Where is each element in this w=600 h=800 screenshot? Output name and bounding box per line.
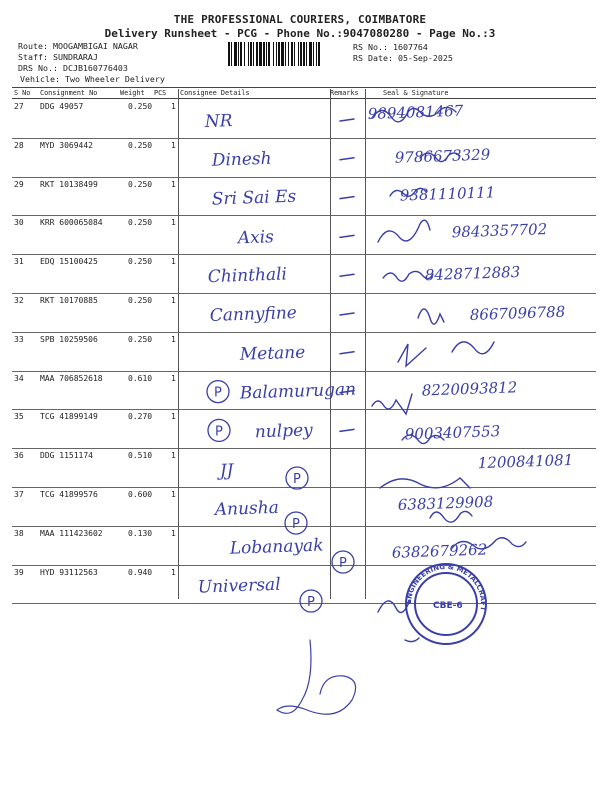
consignee-handwriting: Chinthali <box>207 264 288 288</box>
signature-phone: 9894081467 <box>367 101 464 123</box>
consignee-handwriting: Anusha <box>214 497 280 520</box>
consignee-handwriting: NR <box>204 111 233 132</box>
signature-phone: 8428712883 <box>424 262 521 285</box>
row-consignment-no: SPB 10259506 <box>40 334 98 344</box>
row-sno: 27 <box>14 102 24 111</box>
row-pcs: 1 <box>171 567 176 577</box>
company-stamp-text: ENGINEERING & METALCRAFT <box>404 562 488 612</box>
col-pcs: PCS <box>154 89 167 97</box>
row-pcs: 1 <box>171 334 176 344</box>
row-sno: 34 <box>14 373 24 383</box>
runsheet-subtitle: Delivery Runsheet - PCG - Phone No.:9047080280 - Page No.:3 <box>104 27 496 40</box>
consignee-handwriting: Metane <box>239 342 306 365</box>
consignee-handwriting: Dinesh <box>211 148 272 171</box>
row-pcs: 1 <box>171 451 176 461</box>
remarks-dash <box>340 197 354 199</box>
paid-mark-letter: P <box>307 595 315 610</box>
row-pcs: 1 <box>171 257 176 267</box>
row-weight: 0.250 <box>128 179 153 189</box>
row-pcs: 1 <box>171 218 176 228</box>
row-consignment-no: TCG 41899576 <box>40 490 98 499</box>
consignee-handwriting: Universal <box>197 574 281 598</box>
row-pcs: 1 <box>171 373 176 383</box>
signature-scribble <box>378 220 430 242</box>
remarks-dash <box>340 313 354 315</box>
col-signature: Seal & Signature <box>383 89 449 97</box>
row-weight: 0.250 <box>128 296 153 305</box>
rs-date: RS Date: 05-Sep-2025 <box>353 53 453 63</box>
row-sno: 35 <box>14 412 24 422</box>
col-weight: Weight <box>120 89 145 97</box>
signature-scribble <box>372 394 412 414</box>
signature-phone: 8220093812 <box>421 378 518 400</box>
consignee-handwriting: Lobanayak <box>229 535 324 559</box>
paid-mark-letter: P <box>293 472 301 487</box>
row-weight: 0.130 <box>128 528 153 538</box>
row-weight: 0.600 <box>128 490 153 499</box>
row-sno: 38 <box>14 528 24 538</box>
vehicle-label: Vehicle: Two Wheeler Delivery <box>20 74 165 84</box>
row-consignment-no: DDG 1151174 <box>40 451 93 461</box>
route-label: Route: MOOGAMBIGAI NAGAR <box>18 41 138 51</box>
signature-phone: 9843357702 <box>451 220 548 242</box>
signature-phone: 6382679262 <box>391 540 488 562</box>
row-sno: 29 <box>14 179 24 189</box>
row-pcs: 1 <box>171 140 176 150</box>
row-consignment-no: TCG 41899149 <box>40 412 98 422</box>
consignee-handwriting: nulpey <box>254 420 314 443</box>
consignee-handwriting: Axis <box>237 227 275 249</box>
drs-number: DRS No.: DCJB160776403 <box>18 63 128 73</box>
row-sno: 37 <box>14 490 24 499</box>
consignee-handwriting: Cannyfine <box>209 302 298 326</box>
row-sno: 36 <box>14 451 24 461</box>
row-sno: 39 <box>14 567 24 577</box>
signature-scribble <box>418 309 444 324</box>
row-weight: 0.250 <box>128 257 153 267</box>
consignee-handwriting: Balamurugan <box>239 379 357 404</box>
row-weight: 0.250 <box>128 218 153 228</box>
signature-phone: 9003407553 <box>404 422 501 444</box>
paid-mark-letter: P <box>215 424 223 440</box>
row-weight: 0.250 <box>128 140 153 150</box>
row-weight: 0.250 <box>128 102 153 111</box>
signature-phone: 6383129908 <box>397 492 494 514</box>
rs-number: RS No.: 1607764 <box>353 42 428 52</box>
signature-phone: 9786673329 <box>394 145 491 167</box>
col-sno: S No <box>14 89 31 97</box>
row-weight: 0.940 <box>128 567 153 577</box>
row-consignment-no: EDQ 15100425 <box>40 257 98 267</box>
company-stamp-center: CBE-6 <box>433 601 463 611</box>
staff-label: Staff: SUNDRARAJ <box>18 52 98 62</box>
row-consignment-no: RKT 10138499 <box>40 179 98 189</box>
row-weight: 0.250 <box>128 334 153 344</box>
signature-scribble <box>378 600 419 642</box>
signature-phone: 1200841081 <box>477 450 574 473</box>
row-pcs: 1 <box>171 528 176 538</box>
remarks-dash <box>340 352 354 354</box>
col-remarks: Remarks <box>330 89 359 97</box>
paid-mark-letter: P <box>339 556 347 571</box>
paid-mark-letter: P <box>292 517 300 532</box>
remarks-dash <box>340 429 354 431</box>
pen-loop-scribble <box>277 640 356 714</box>
remarks-dash <box>340 119 354 121</box>
row-sno: 28 <box>14 140 24 150</box>
col-consignee: Consignee Details <box>180 89 250 97</box>
row-consignment-no: RKT 10170885 <box>40 296 98 305</box>
remarks-dash <box>340 274 354 276</box>
signature-phone: 8667096788 <box>469 302 566 324</box>
row-sno: 31 <box>14 257 24 267</box>
signature-scribble <box>398 342 494 366</box>
row-weight: 0.610 <box>128 373 153 383</box>
row-consignment-no: MAA 706852618 <box>40 373 103 383</box>
remarks-dash <box>340 235 354 237</box>
row-consignment-no: KRR 600065084 <box>40 218 103 228</box>
row-weight: 0.510 <box>128 451 153 461</box>
consignee-handwriting: JJ <box>219 460 234 482</box>
consignee-handwriting: Sri Sai Es <box>211 186 297 210</box>
row-weight: 0.270 <box>128 412 153 422</box>
row-pcs: 1 <box>171 102 176 111</box>
row-pcs: 1 <box>171 296 176 305</box>
row-sno: 30 <box>14 218 24 228</box>
signature-scribble <box>380 478 470 488</box>
row-consignment-no: MYD 3069442 <box>40 140 93 150</box>
row-sno: 32 <box>14 296 24 305</box>
signature-scribble <box>430 511 472 522</box>
row-pcs: 1 <box>171 412 176 422</box>
row-pcs: 1 <box>171 490 176 499</box>
row-consignment-no: MAA 111423602 <box>40 528 103 538</box>
row-sno: 33 <box>14 334 24 344</box>
remarks-dash <box>340 158 354 160</box>
company-title: THE PROFESSIONAL COURIERS, COIMBATORE <box>173 13 427 26</box>
col-consignment: Consignment No <box>40 89 98 97</box>
row-consignment-no: DDG 49057 <box>40 102 84 111</box>
signature-phone: 9381110111 <box>399 183 496 205</box>
paid-mark-letter: P <box>214 385 222 401</box>
row-pcs: 1 <box>171 179 176 189</box>
row-consignment-no: HYD 93112563 <box>40 567 98 577</box>
